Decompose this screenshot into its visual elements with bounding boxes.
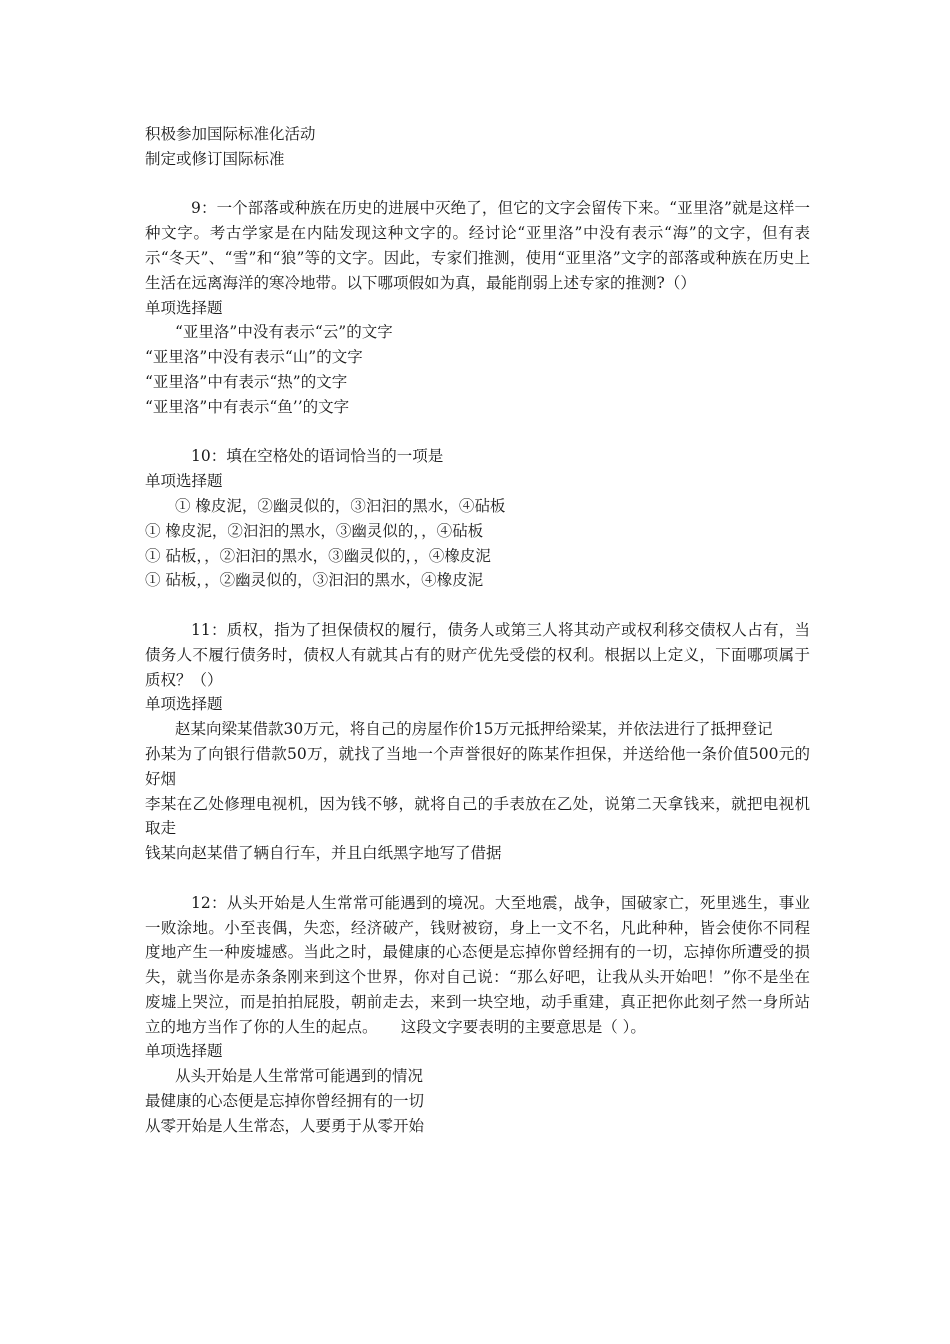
question-12: [145, 891, 810, 1139]
option-text: 赵某向梁某借款30万元，将自己的房屋作价15万元抵押给梁某，并依法进行了抵押登记: [175, 720, 773, 739]
question-11: [145, 618, 810, 866]
question-9: [145, 196, 810, 419]
option-text: 最健康的心态便是忘掉你曾经拥有的一切: [145, 1092, 425, 1111]
option-text: 钱某向赵某借了辆自行车，并且白纸黑字地写了借据: [145, 844, 502, 863]
option-text: 制定或修订国际标准: [145, 149, 285, 168]
question-10: [145, 444, 810, 593]
option-text: 积极参加国际标准化活动: [145, 125, 316, 143]
option-text: ① 砧板，，②汩汩的黑水，③幽灵似的，，④橡皮泥: [145, 546, 491, 565]
document-page: [145, 122, 810, 1139]
question-type: 单项选择题: [145, 1042, 223, 1061]
question-stem: 12：从头开始是人生常常可能遇到的境况。大至地震，战争，国破家亡，死里逃生，事业一败涂地。小至丧偶，失恋，经济破产，钱财被窃，身上一文不名，凡此种种，皆会使你不同程度地产生一种废墟感。当此之时，最健康的心态便是忘掉你曾经拥有的一切，忘掉你所遭受的损失，就当你是赤条条刚来到这个世界，你对自己说：“那么好吧，让我从头开始吧！”你不是坐在废墟上哭泣，而是拍拍屁股，朝前走去，来到一块空地，动手重建，真正把你此刻孑然一身所站立的地方当作了你的人生的起点。 这段文字要表明的主要意思是（ ）。: [145, 893, 810, 1036]
question-type: 单项选择题: [145, 695, 223, 714]
option-text: “亚里洛”中有表示“热”的文字: [145, 372, 348, 391]
option-text: “亚里洛”中没有表示“山”的文字: [145, 348, 363, 367]
option-text: ① 橡皮泥，②幽灵似的，③汩汩的黑水，④砧板: [175, 496, 506, 515]
question-stem: 11：质权，指为了担保债权的履行，债务人或第三人将其动产或权利移交债权人占有，当债务人不履行债务时，债权人有就其占有的财产优先受偿的权利。根据以上定义，下面哪项属于质权？（）: [145, 620, 810, 689]
question-type: 单项选择题: [145, 298, 223, 317]
option-text: “亚里洛”中有表示“鱼’’的文字: [145, 397, 350, 416]
option-text: “亚里洛”中没有表示“云”的文字: [175, 323, 393, 342]
option-text: ① 砧板，，②幽灵似的，③汩汩的黑水，④橡皮泥: [145, 571, 484, 590]
option-text: 李某在乙处修理电视机，因为钱不够，就将自己的手表放在乙处，说第二天拿钱来，就把电视机取走: [145, 794, 810, 838]
question-stem: 9：一个部落或种族在历史的进展中灭绝了，但它的文字会留传下来。“亚里洛”就是这样一种文字。考古学家是在内陆发现这种文字的。经讨论“亚里洛”中没有表示“海”的文字，但有表示“冬天”、“雪”和“狼”等的文字。因此，专家们推测，使用“亚里洛”文字的部落或种族在历史上生活在远离海洋的寒冷地带。以下哪项假如为真，最能削弱上述专家的推测?（）: [145, 199, 810, 292]
option-text: 从零开始是人生常态，人要勇于从零开始: [145, 1116, 425, 1135]
option-text: 从头开始是人生常常可能遇到的情况: [175, 1067, 424, 1086]
option-text: 孙某为了向银行借款50万，就找了当地一个声誉很好的陈某作担保，并送给他一条价值500元的好烟: [145, 744, 810, 788]
question-type: 单项选择题: [145, 472, 223, 491]
option-text: ① 橡皮泥，②汩汩的黑水，③幽灵似的，，④砧板: [145, 521, 484, 540]
question-stem: 10：填在空格处的语词恰当的一项是: [191, 447, 444, 466]
